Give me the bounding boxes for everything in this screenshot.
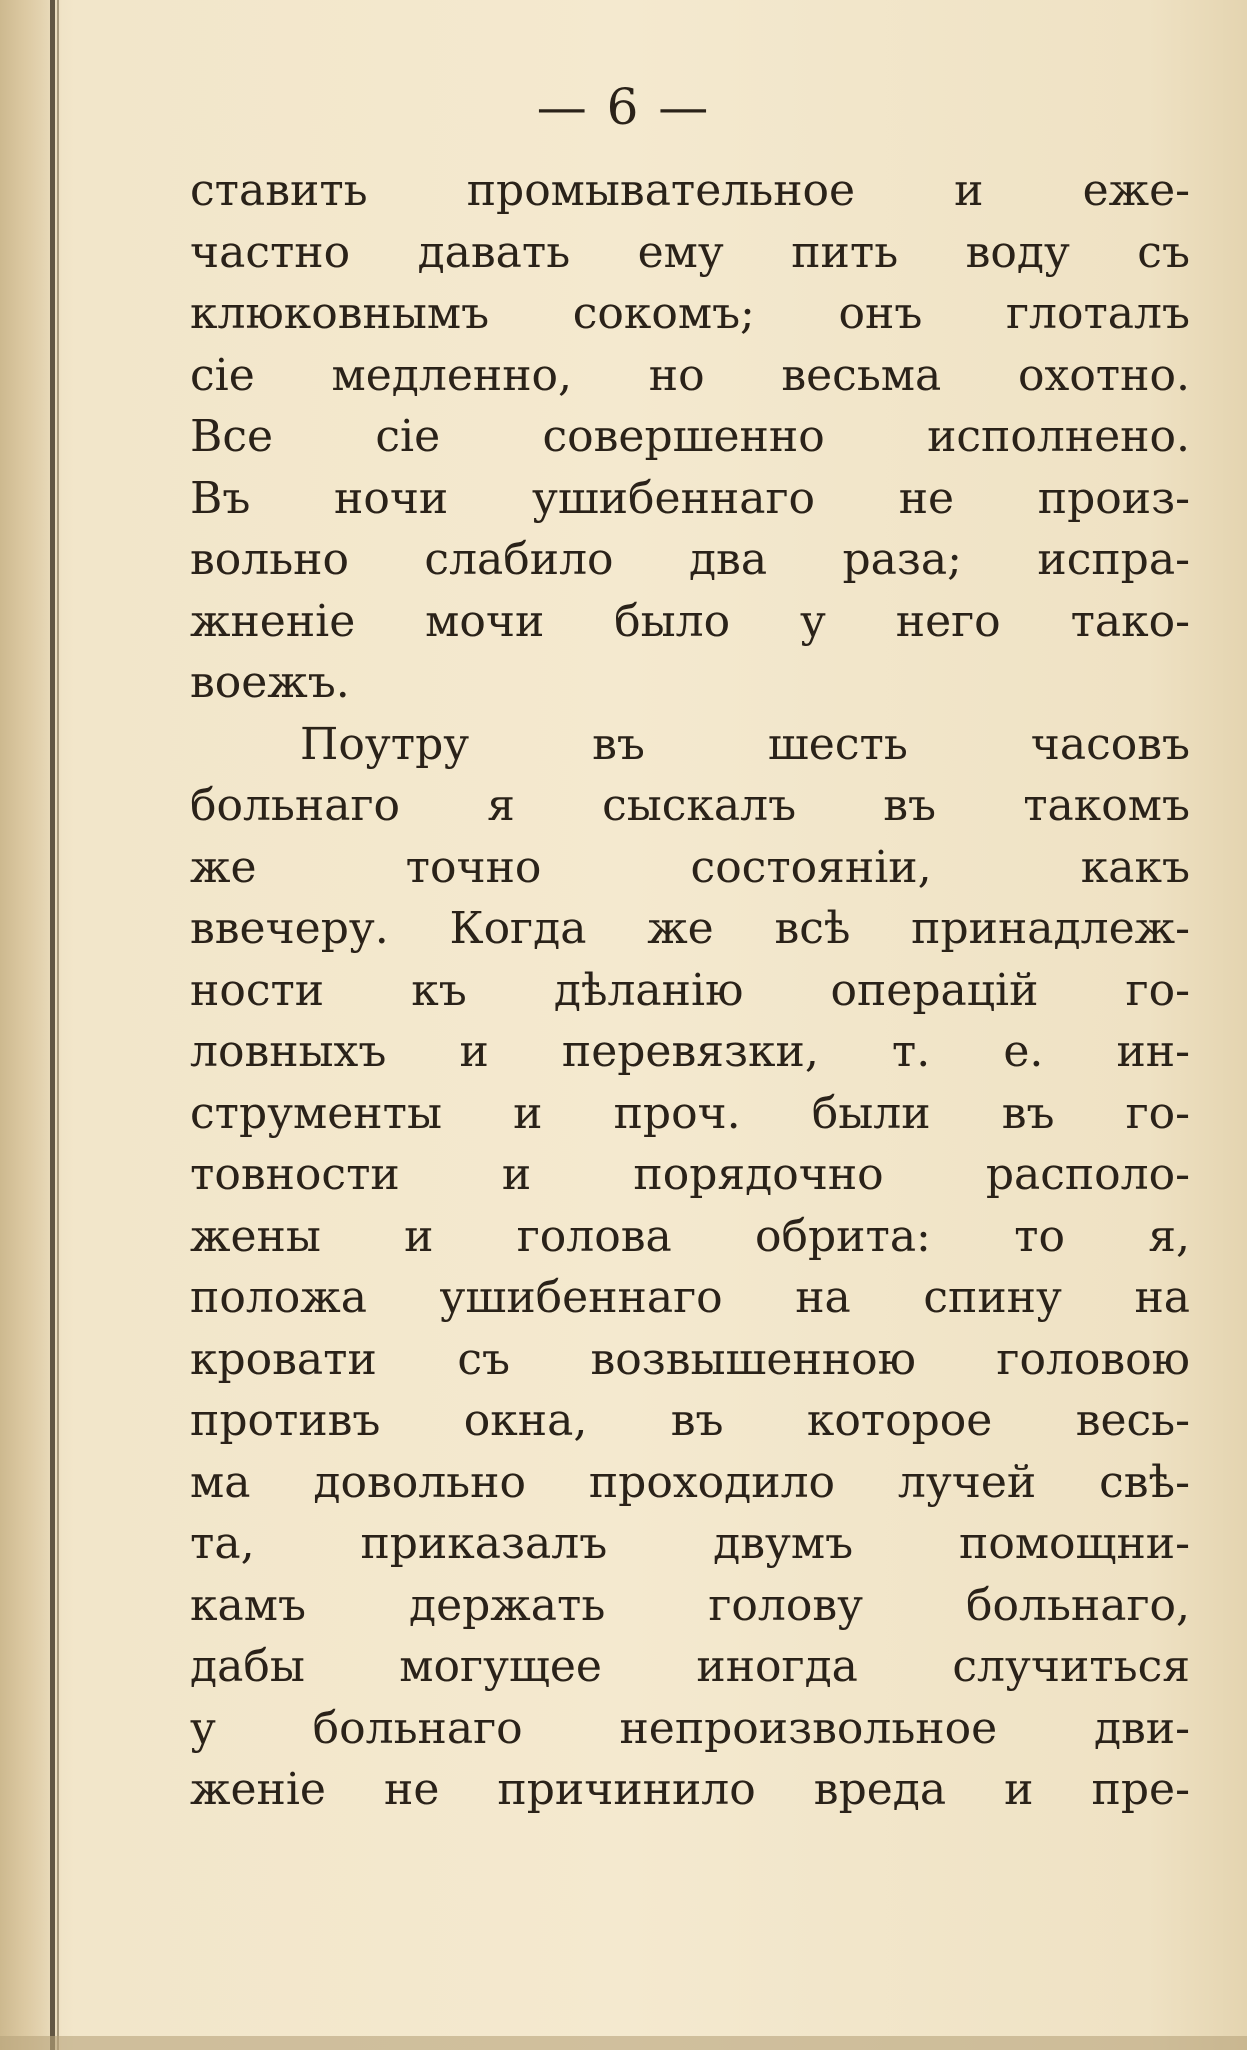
word: я,	[1148, 1210, 1190, 1262]
word: головою	[996, 1333, 1190, 1385]
word: весьма	[781, 349, 942, 401]
word: къ	[411, 964, 467, 1016]
word: всѣ	[774, 903, 851, 954]
word: помощни-	[959, 1518, 1190, 1569]
text-line	[190, 160, 1190, 222]
word: лучей	[897, 1456, 1037, 1508]
text-line	[190, 1083, 1190, 1145]
word: больнаго,	[966, 1579, 1190, 1631]
word: операцій	[830, 964, 1039, 1016]
word: ночи	[334, 472, 449, 524]
text-line	[190, 1575, 1190, 1637]
word: приказалъ	[360, 1518, 608, 1569]
word: то	[1014, 1210, 1065, 1262]
word: и	[1004, 1764, 1034, 1815]
word: дви-	[1093, 1702, 1190, 1754]
word: струменты	[190, 1087, 442, 1139]
word: свѣ-	[1099, 1456, 1190, 1508]
word: и	[954, 165, 984, 216]
word: ин-	[1116, 1026, 1190, 1077]
word: больнаго	[312, 1702, 523, 1754]
word: такомъ	[1023, 780, 1190, 831]
word: сокомъ;	[572, 288, 755, 339]
word: которое	[806, 1395, 993, 1446]
body-text	[190, 160, 1190, 1821]
word: онъ	[838, 288, 923, 339]
word: могущее	[399, 1641, 602, 1692]
word: непроизвольное	[619, 1702, 998, 1754]
word: причинило	[497, 1764, 756, 1815]
text-line	[190, 1759, 1190, 1821]
word: испра-	[1037, 534, 1190, 585]
word: шесть	[767, 718, 908, 770]
text-line	[190, 898, 1190, 960]
word: проходило	[588, 1456, 836, 1508]
text-line	[190, 1452, 1190, 1514]
word: не	[898, 472, 955, 524]
word: располо-	[985, 1149, 1190, 1200]
word: частно	[190, 226, 351, 278]
word: ловныхъ	[190, 1026, 387, 1077]
word: ушибеннаго	[531, 472, 816, 524]
word: жены	[190, 1210, 321, 1262]
text-line	[190, 529, 1190, 591]
text-line	[190, 1636, 1190, 1698]
word: больнаго	[190, 780, 400, 831]
word: съ	[457, 1333, 510, 1385]
word: слабило	[424, 534, 614, 585]
word: мочи	[425, 595, 545, 647]
word: товности	[190, 1149, 400, 1200]
text-line	[190, 1698, 1190, 1760]
word: положа	[190, 1272, 367, 1323]
word: промывательное	[466, 165, 856, 216]
word: на	[795, 1272, 851, 1323]
word: вреда	[813, 1764, 947, 1815]
text-line	[190, 1144, 1190, 1206]
word: т.	[891, 1026, 931, 1077]
word: какъ	[1080, 841, 1190, 893]
page-number-header: — 6 —	[536, 78, 711, 136]
word: ушибеннаго	[439, 1272, 723, 1323]
word: обрита:	[755, 1210, 931, 1262]
word: голову	[708, 1579, 863, 1631]
word: дѣланію	[553, 964, 744, 1016]
word: дабы	[190, 1641, 305, 1692]
text-line	[190, 652, 1190, 714]
word: и	[404, 1210, 434, 1262]
text-line	[190, 1021, 1190, 1083]
text-line	[190, 1267, 1190, 1329]
text-line	[190, 1390, 1190, 1452]
word: у	[190, 1702, 216, 1754]
word: окна,	[463, 1395, 588, 1446]
word: пре-	[1091, 1764, 1190, 1815]
word: часовъ	[1030, 718, 1190, 770]
text-line	[190, 714, 1190, 776]
word: медленно,	[331, 349, 573, 401]
word: держать	[408, 1579, 606, 1631]
word: у	[800, 595, 826, 647]
word: клюковнымъ	[190, 288, 490, 339]
word: два	[688, 534, 768, 585]
word: и	[459, 1026, 489, 1077]
word: ставить	[190, 165, 368, 216]
word: Въ	[190, 472, 251, 524]
word: ему	[637, 226, 724, 278]
word: женіе	[190, 1764, 326, 1815]
word: и	[501, 1149, 532, 1200]
text-line	[190, 283, 1190, 345]
word: были	[811, 1087, 931, 1139]
word: я	[487, 780, 515, 831]
word: еже-	[1082, 165, 1190, 216]
word: раза;	[842, 534, 962, 585]
word: произ-	[1037, 472, 1190, 524]
text-line	[190, 1329, 1190, 1391]
word: е.	[1003, 1026, 1044, 1077]
word: состояніи,	[690, 841, 932, 893]
word: въ	[883, 780, 937, 831]
page-bottom-edge	[0, 2036, 1247, 2050]
word: порядочно	[633, 1149, 884, 1200]
word: въ	[670, 1395, 724, 1446]
word: но	[648, 349, 705, 401]
word: возвышенною	[590, 1333, 916, 1385]
word: ввечеру.	[190, 903, 389, 954]
word: вольно	[190, 534, 349, 585]
word: голова	[516, 1210, 672, 1262]
word: было	[614, 595, 731, 647]
text-line	[190, 591, 1190, 653]
binding-line	[50, 0, 55, 2050]
word: исполнено.	[927, 411, 1190, 462]
word: Все	[190, 411, 274, 462]
text-line	[190, 1206, 1190, 1268]
word: въ	[592, 718, 645, 770]
text-line	[190, 406, 1190, 468]
word: иногда	[696, 1641, 858, 1692]
word: Когда	[449, 903, 587, 954]
word: воду	[965, 226, 1070, 278]
word: пить	[791, 226, 899, 278]
word: спину	[923, 1272, 1062, 1323]
word: ности	[190, 964, 325, 1016]
word: сыскалъ	[602, 780, 797, 831]
word: глоталъ	[1005, 288, 1190, 339]
text-line	[190, 345, 1190, 407]
text-line	[190, 468, 1190, 530]
word: весь-	[1075, 1395, 1190, 1446]
word: го-	[1125, 1087, 1190, 1139]
word: го-	[1125, 964, 1190, 1016]
word: противъ	[190, 1395, 381, 1446]
word: та,	[190, 1518, 255, 1569]
word: довольно	[313, 1456, 526, 1508]
word: Поутру	[300, 718, 470, 770]
word: на	[1134, 1272, 1190, 1323]
word: кровати	[190, 1333, 377, 1385]
word: давать	[417, 226, 571, 278]
word: же	[190, 841, 257, 893]
word: перевязки,	[561, 1026, 819, 1077]
word: сіе	[190, 349, 255, 401]
text-line	[190, 222, 1190, 284]
word: двумъ	[713, 1518, 854, 1569]
word: жненіе	[190, 595, 356, 647]
word: тако-	[1070, 595, 1190, 647]
word: съ	[1137, 226, 1190, 278]
word: точно	[405, 841, 542, 893]
word: случиться	[952, 1641, 1190, 1692]
word: ма	[190, 1456, 251, 1508]
word: совершенно	[542, 411, 825, 462]
word: охотно.	[1018, 349, 1190, 401]
word: проч.	[613, 1087, 741, 1139]
word: же	[647, 903, 714, 954]
word: не	[384, 1764, 440, 1815]
word: принадлеж-	[911, 903, 1190, 954]
word: воежъ.	[190, 657, 350, 708]
text-line	[190, 960, 1190, 1022]
word: него	[895, 595, 1001, 647]
text-line	[190, 837, 1190, 899]
binding-line-secondary	[57, 0, 59, 2050]
word: въ	[1001, 1087, 1055, 1139]
text-line	[190, 1513, 1190, 1575]
text-line	[190, 775, 1190, 837]
word: камъ	[190, 1579, 306, 1631]
word: сіе	[375, 411, 441, 462]
word: и	[513, 1087, 543, 1139]
